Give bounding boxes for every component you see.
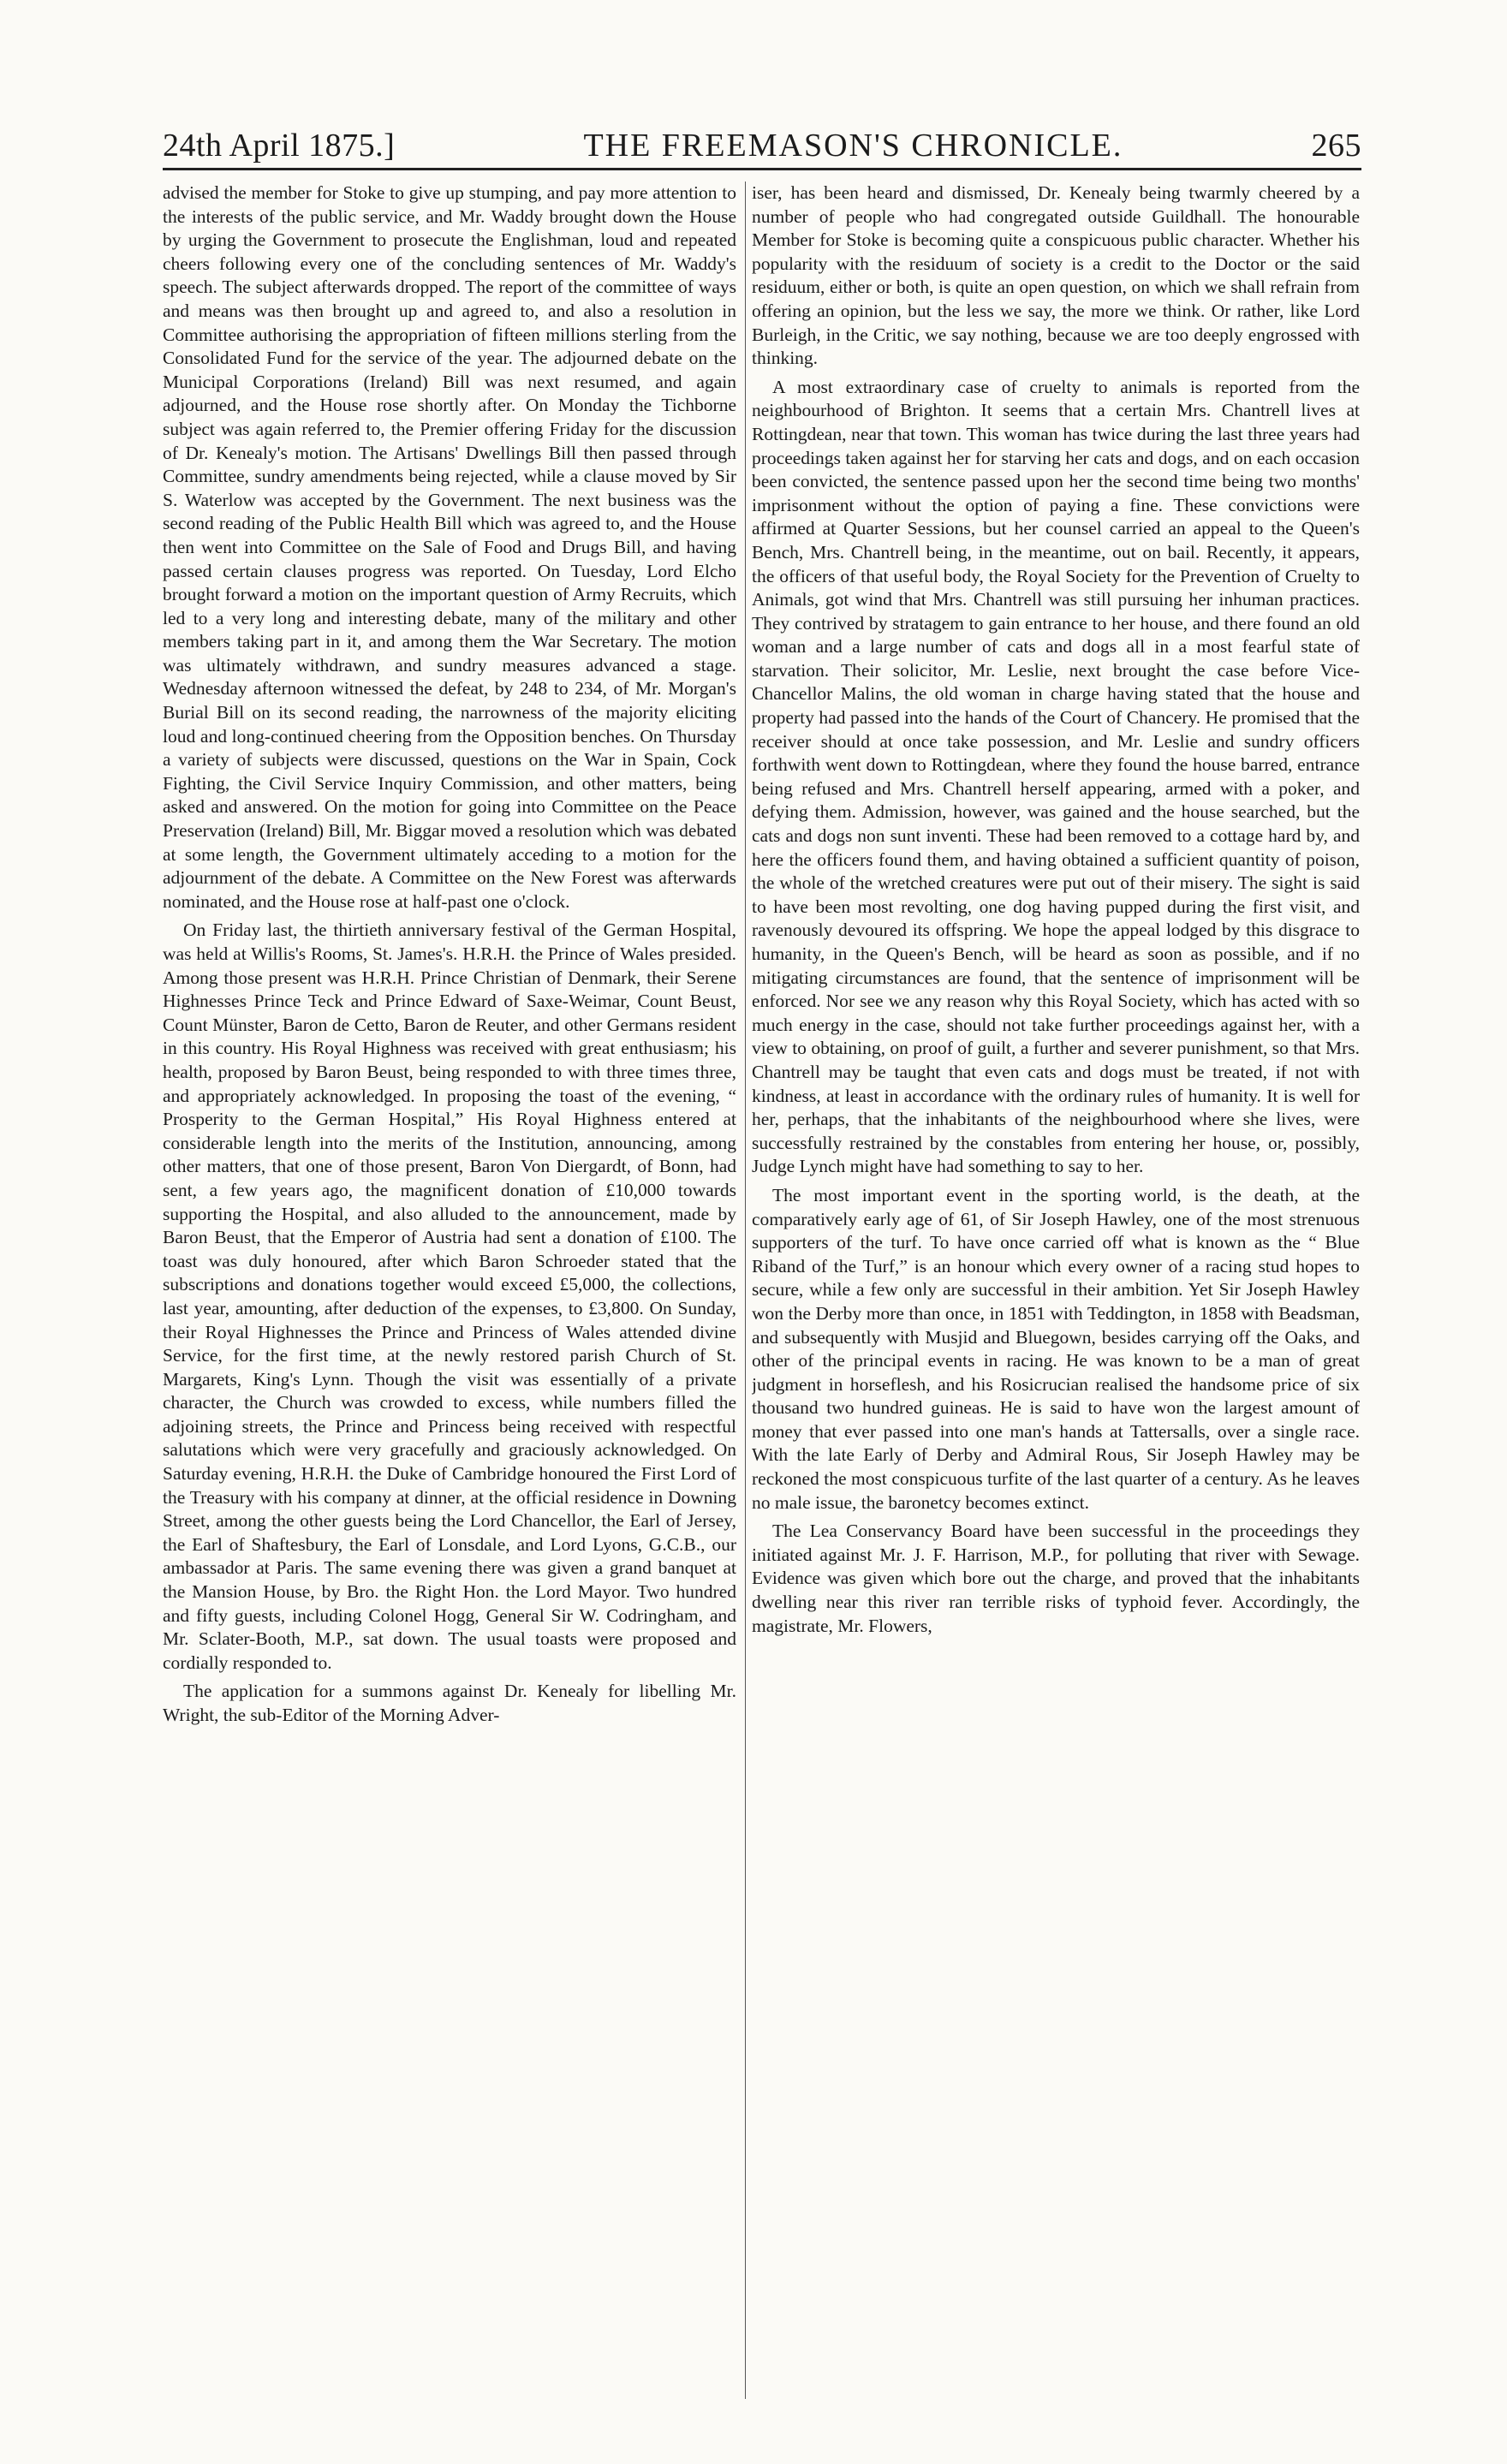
- article-paragraph: The most important event in the sporting world, is the death, at the comparatively early age of 61, of Sir Joseph Hawley, one of the most strenuous supporters of the turf. To have once carried off what is known as the “ Blue Riband of the Turf,” is an honour which every owner of a racing stud hopes to secure, while a few only are successful in their ambition. Yet Sir Joseph Hawley won the Derby more than once, in 1851 with Teddington, in 1858 with Beadsman, and subsequently with Musjid and Bluegown, besides carrying off the Oaks, and other of the principal events in racing. He was known to be a man of great judgment in horseflesh, and his Rosicrucian realised the handsome price of six thousand two hundred guineas. He is said to have won the largest amount of money that ever passed into one man's hands at Tattersalls, over a single race. With the late Early of Derby and Admiral Rous, Sir Joseph Hawley may be reckoned the most conspicuous turfite of the last quarter of a century. As he leaves no male issue, the baronetcy becomes extinct.: [752, 1184, 1360, 1513]
- article-paragraph: advised the member for Stoke to give up stumping, and pay more attention to the interests of the public service, and Mr. Waddy brought down the House by urging the Government to prosecute the Englishman, loud and repeated cheers following every one of the concluding sentences of Mr. Waddy's speech. The subject afterwards dropped. The report of the committee of ways and means was then brought up and agreed to, and also a resolution in Committee authorising the appropriation of fifteen millions sterling from the Consolidated Fund for the service of the year. The adjourned debate on the Municipal Corporations (Ireland) Bill was next resumed, and again adjourned, and the House rose shortly after. On Monday the Tichborne subject was again referred to, the Premier offering Friday for the discussion of Dr. Kenealy's motion. The Artisans' Dwellings Bill then passed through Committee, sundry amendments being rejected, while a clause moved by Sir S. Waterlow was accepted by the Government. The next business was the second reading of the Public Health Bill which was agreed to, and the House then went into Committee on the Sale of Food and Drugs Bill, and having passed certain clauses progress was reported. On Tuesday, Lord Elcho brought forward a motion on the important question of Army Recruits, which led to a very long and interesting debate, many of the military and other members taking part in it, and among them the War Secretary. The motion was ultimately withdrawn, and sundry measures advanced a stage. Wednesday afternoon witnessed the defeat, by 248 to 234, of Mr. Morgan's Burial Bill on its second reading, the narrowness of the majority eliciting loud and long-continued cheering from the Opposition benches. On Thursday a variety of subjects were discussed, questions on the War in Spain, Cock Fighting, the Civil Service Inquiry Commission, and other matters, being asked and answered. On the motion for going into Committee on the Peace Preservation (Ireland) Bill, Mr. Biggar moved a resolution which was debated at some length, the Government ultimately acceding to a motion for the adjournment of the debate. A Committee on the New Forest was afterwards nominated, and the House rose at half-past one o'clock.: [163, 182, 736, 912]
- left-column: [163, 182, 736, 2399]
- article-paragraph: iser, has been heard and dismissed, Dr. Kenealy being twarmly cheered by a number of people who had congregated outside Guildhall. The honourable Member for Stoke is becoming quite a conspicuous public character. Whether his popularity with the residuum of society is a credit to the Doctor or the said residuum, either or both, is quite an open question, on which we shall refrain from offering an opinion, but the less we say, the more we think. Or rather, like Lord Burleigh, in the Critic, we say nothing, because we are too deeply engrossed with thinking.: [752, 182, 1360, 369]
- article-paragraph: A most extraordinary case of cruelty to animals is reported from the neighbourhood of Brighton. It seems that a certain Mrs. Chantrell lives at Rottingdean, near that town. This woman has twice during the last three years had proceedings taken against her for starving her cats and dogs, and on each occasion been convicted, the sentence passed upon her the second time being two months' imprisonment without the option of paying a fine. These convictions were affirmed at Quarter Sessions, but her counsel carried an appeal to the Queen's Bench, Mrs. Chantrell being, in the meantime, out on bail. Recently, it appears, the officers of that useful body, the Royal Society for the Prevention of Cruelty to Animals, got wind that Mrs. Chantrell was still pursuing her inhuman practices. They contrived by stratagem to gain entrance to her house, and there found an old woman and a large number of cats and dogs all in a most fearful state of starvation. Their solicitor, Mr. Leslie, next brought the case before Vice-Chancellor Malins, the old woman in charge having stated that the house and property had passed into the hands of the Court of Chancery. He promised that the receiver should at once take possession, and Mr. Leslie and sundry officers forthwith went down to Rottingdean, where they found the house barred, entrance being refused and Mrs. Chantrell herself appearing, armed with a poker, and defying them. Admission, however, was gained and the house searched, but the cats and dogs non sunt inventi. These had been removed to a cottage hard by, and here the officers found them, and having obtained a sufficient quantity of poison, the whole of the wretched creatures were put out of their misery. The sight is said to have been most revolting, one dog having pupped during the first visit, and ravenously devoured its offspring. We hope the appeal lodged by this disgrace to humanity, in the Queen's Bench, will be heard as soon as possible, and if no mitigating circumstances are found, that the sentence of imprisonment will be enforced. Nor see we any reason why this Royal Society, which has acted with so much energy in the case, should not take further proceedings against her, with a view to obtaining, on proof of guilt, a further and severer punishment, so that Mrs. Chantrell may be taught that even cats and dogs must be treated, if not with kindness, at least in accordance with the ordinary rules of humanity. It is well for her, perhaps, that the inhabitants of the neighbourhood where she lives, were successfully restrained by the constables from entering her house, or, possibly, Judge Lynch might have had something to say to her.: [752, 376, 1360, 1177]
- column-divider: [745, 182, 746, 2399]
- issue-date: 24th April 1875.]: [163, 128, 396, 164]
- article-paragraph: The application for a summons against Dr. Kenealy for libelling Mr. Wright, the sub-Editor of the Morning Adver-: [163, 1681, 736, 1725]
- publication-title: THE FREEMASON'S CHRONICLE.: [583, 128, 1123, 164]
- masthead: [163, 120, 1361, 164]
- right-column: [752, 182, 1360, 2399]
- page-number: 265: [1311, 128, 1361, 164]
- article-paragraph: On Friday last, the thirtieth anniversary festival of the German Hospital, was held at Willis's Rooms, St. James's. H.R.H. the Prince of Wales presided. Among those present was H.R.H. Prince Christian of Denmark, their Serene Highnesses Prince Teck and Prince Edward of Saxe-Weimar, Count Beust, Count Münster, Baron de Cetto, Baron de Reuter, and other Germans resident in this country. His Royal Highness was received with great enthusiasm; his health, proposed by Baron Beust, being responded to with three times three, and appropriately acknowledged. In proposing the toast of the evening, “ Prosperity to the German Hospital,” His Royal Highness entered at considerable length into the merits of the Institution, announcing, among other matters, that one of those present, Baron Von Diergardt, of Bonn, had sent, a few years ago, the magnificent donation of £10,000 towards supporting the Hospital, and also alluded to the announcement, made by Baron Beust, that the Emperor of Austria had sent a donation of £100. The toast was duly honoured, after which Baron Schroeder stated that the subscriptions and donations together would exceed £5,000, the collections, last year, amounting, after deduction of the expenses, to £3,800. On Sunday, their Royal Highnesses the Prince and Princess of Wales attended divine Service, for the first time, at the newly restored parish Church of St. Margarets, King's Lynn. Though the visit was essentially of a private character, the Church was crowded to excess, while numbers filled the adjoining streets, the Prince and Princess being received with respectful salutations which were very gracefully and graciously acknowledged. On Saturday evening, H.R.H. the Duke of Cambridge honoured the First Lord of the Treasury with his company at dinner, at the official residence in Downing Street, among the other guests being the Lord Chancellor, the Earl of Jersey, the Earl of Shaftesbury, the Earl of Lonsdale, and Lord Lyons, G.C.B., our ambassador at Paris. The same evening there was given a grand banquet at the Mansion House, by Bro. the Right Hon. the Lord Mayor. Two hundred and fifty guests, including Colonel Hogg, General Sir W. Codringham, and Mr. Sclater-Booth, M.P., sat down. The usual toasts were proposed and cordially responded to.: [163, 920, 736, 1673]
- masthead-rule: [163, 168, 1361, 170]
- article-paragraph: The Lea Conservancy Board have been successful in the proceedings they initiated against Mr. J. F. Harrison, M.P., for polluting that river with Sewage. Evidence was given which bore out the charge, and proved that the inhabitants dwelling near this river ran terrible risks of typhoid fever. Accordingly, the magistrate, Mr. Flowers,: [752, 1521, 1360, 1636]
